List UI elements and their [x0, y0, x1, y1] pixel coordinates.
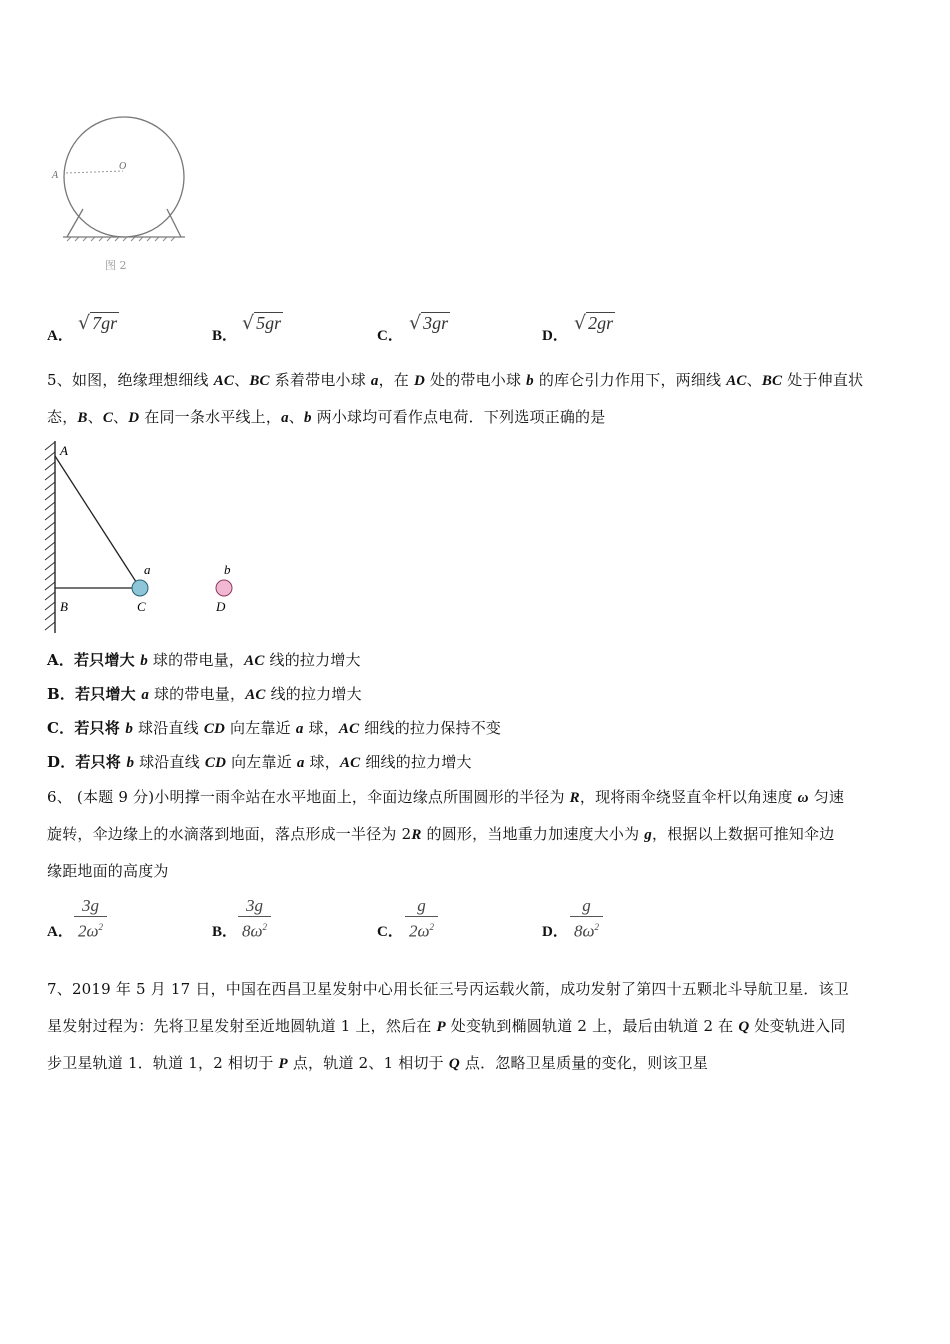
q4-option-d-label: D． — [542, 328, 568, 344]
q6-option-b-label: B． — [212, 924, 238, 940]
q4-option-b-value: √ 5gr — [242, 312, 282, 334]
q6-option-a-label: A． — [47, 924, 73, 940]
q6-line-1: 6、 (本题 9 分)小明撑一雨伞站在水平地面上，伞面边缘点所围圆形的半径为 R，现将雨伞绕竖直伞杆以角速度 ω 匀速 — [47, 788, 845, 806]
q7-line-1: 7、2019 年 5 月 17 日，中国在西昌卫星发射中心用长征三号丙运载火箭，成功发射了第四十五颗北斗导航卫星．该卫 — [47, 980, 849, 998]
fig-label-A: A — [60, 443, 68, 458]
q4-option-a-label: A． — [47, 328, 73, 344]
ball-b — [216, 580, 232, 596]
q4-option-b-label: B． — [212, 328, 238, 344]
stand-left — [67, 209, 83, 237]
q5-figure — [40, 438, 240, 638]
q4-option-c-label: C． — [377, 328, 403, 344]
q4-option-c-value: √ 3gr — [409, 312, 449, 334]
q6-option-d-value: $\frac{g}{8\omega^2}$ — [570, 896, 603, 942]
q6-option-c-label: C． — [377, 924, 403, 940]
q6-line-2: 旋转，伞边缘上的水滴落到地面，落点形成一半径为 2R 的圆形，当地重力加速度大小为 g，根据以上数据可推知伞边 — [47, 825, 835, 843]
fig-label-b: b — [224, 562, 231, 577]
q5-option-a: A．若只增大 b 球的带电量，AC 线的拉力增大 — [47, 651, 361, 669]
figure-caption: 图 2 — [105, 259, 127, 272]
circle — [64, 117, 184, 237]
q6-option-b-value: $\frac{3g}{8\omega^2}$ — [238, 896, 271, 942]
ball-a — [132, 580, 148, 596]
q6-option-a-value: $\frac{3g}{2\omega^2}$ — [74, 896, 107, 942]
q4-option-a-value: √ 7gr — [78, 312, 118, 334]
q5-option-b: B．若只增大 a 球的带电量，AC 线的拉力增大 — [47, 685, 362, 703]
q5-option-c: C．若只将 b 球沿直线 CD 向左靠近 a 球，AC 细线的拉力保持不变 — [47, 719, 502, 737]
q5-line-1: 5、如图，绝缘理想细线 AC、BC 系着带电小球 a，在 D 处的带电小球 b 的库仑引力作用下，两细线 AC、BC 处于伸直状 — [47, 371, 864, 389]
label-A: A — [52, 170, 59, 181]
stand-right — [167, 209, 181, 237]
radius-dashed — [66, 171, 123, 173]
q5-option-d: D．若只将 b 球沿直线 CD 向左靠近 a 球，AC 细线的拉力增大 — [47, 753, 472, 771]
fig-label-C: C — [137, 599, 146, 614]
wall-hatch — [45, 442, 55, 630]
label-O: O — [119, 161, 127, 172]
fig-label-B: B — [60, 599, 68, 614]
q5-line-2: 态，B、C、D 在同一条水平线上，a、b 两小球均可看作点电荷．下列选项正确的是 — [47, 408, 606, 426]
q7-line-3: 步卫星轨道 1．轨道 1，2 相切于 P 点，轨道 2、1 相切于 Q 点．忽略卫星质量的变化，则该卫星 — [47, 1054, 709, 1072]
fig-label-D: D — [216, 599, 226, 614]
q6-option-d-label: D． — [542, 924, 568, 940]
fig-label-a: a — [144, 562, 151, 577]
circle-stand-figure — [45, 105, 195, 280]
q4-option-d-value: √ 2gr — [574, 312, 614, 334]
thread-ac — [55, 456, 140, 588]
q7-line-2: 星发射过程为：先将卫星发射至近地圆轨道 1 上，然后在 P 处变轨到椭圆轨道 2 上，最后由轨道 2 在 Q 处变轨进入同 — [47, 1017, 846, 1035]
q6-line-3: 缘距地面的高度为 — [47, 862, 169, 880]
q6-option-c-value: $\frac{g}{2\omega^2}$ — [405, 896, 438, 942]
